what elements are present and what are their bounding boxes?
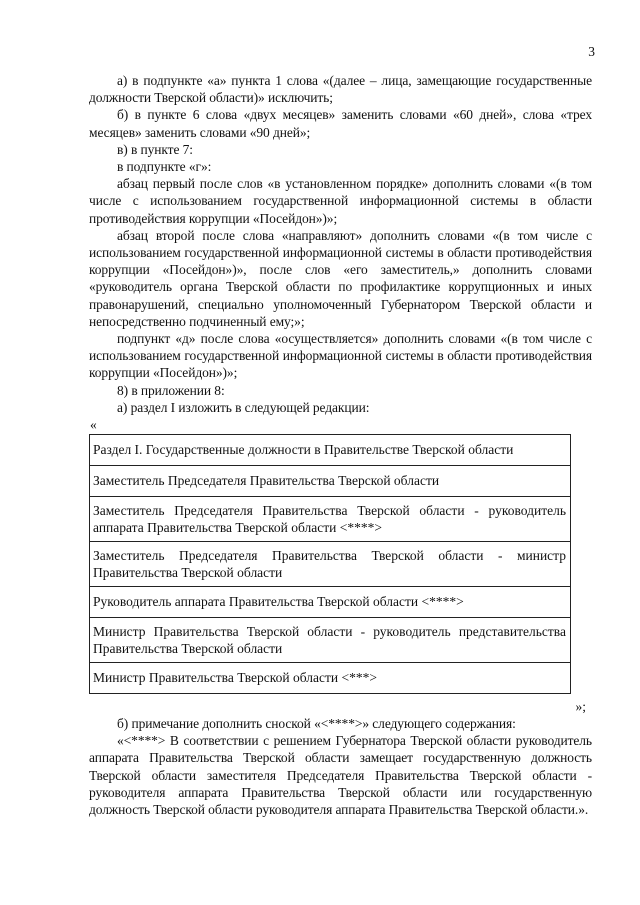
document-body: [89, 72, 592, 818]
quote-open: «: [90, 417, 97, 433]
paragraph-subpoint-d: подпункт «д» после слова «осуществляется» дополнить словами «(в том числе с использованием государственной информационной системы в области противодействия коррупции «Посейдон»)»;: [89, 331, 592, 381]
paragraph-amend-b: б) в пункте 6 слова «двух месяцев» заменить словами «60 дней», слова «трех месяцев» заменить словами «90 дней»;: [89, 107, 592, 140]
table-cell-section-heading: Раздел I. Государственные должности в Правительстве Тверской области: [90, 435, 571, 466]
table-row: [90, 663, 571, 694]
page-number: 3: [588, 44, 595, 59]
paragraph-second-indent: абзац второй после слова «направляют» дополнить словами «(в том числе с использованием государственной информационной системы в области противодействия коррупции «Посейдон»)», после слов «его заместитель,» дополнить словами «руководитель органа Тверской области по профилактике коррупционных и иных правонарушений, специально уполномоченный Губернатором Тверской области и непосредственно подчиненный ему;»;: [89, 227, 592, 329]
table-row: [90, 435, 571, 466]
table-cell: Заместитель Председателя Правительства Тверской области - министр Правительства Тверской области: [90, 542, 571, 587]
table-row: [90, 587, 571, 618]
positions-table: [89, 434, 571, 694]
paragraph-subpoint-g: в подпункте «г»:: [117, 159, 212, 175]
paragraph-appendix-8: 8) в приложении 8:: [117, 382, 225, 398]
paragraph-amend-a: а) в подпункте «а» пункта 1 слова «(далее – лица, замещающие государственные должности Тверской области)» исключить;: [89, 73, 592, 106]
table-cell: Заместитель Председателя Правительства Тверской области: [90, 466, 571, 497]
table-row: [90, 466, 571, 497]
table-cell: Руководитель аппарата Правительства Тверской области <****>: [90, 587, 571, 618]
table-cell: Заместитель Председателя Правительства Тверской области - руководитель аппарата Правительства Тверской области <****>: [90, 497, 571, 542]
table-cell: Министр Правительства Тверской области <***>: [90, 663, 571, 694]
paragraph-section-1-wording: а) раздел I изложить в следующей редакции:: [117, 399, 370, 415]
table-row: [90, 618, 571, 663]
table-row: [90, 497, 571, 542]
paragraph-note-footnote: б) примечание дополнить сноской «<****>» следующего содержания:: [117, 716, 516, 732]
quote-close: »;: [575, 699, 586, 715]
paragraph-footnote-text: «<****> В соответствии с решением Губернатора Тверской области руководитель аппарата Правительства Тверской области замещает государственную должность Тверской области заместителя Председателя Правительства Тверской области - руководителя аппарата Правительства Тверской области или государственную должность Тверской области руководителя аппарата Правительства Тверской области.».: [89, 733, 592, 818]
paragraph-first-indent: абзац первый после слов «в установленном порядке» дополнить словами «(в том числе с использованием государственной информационной системы в области противодействия коррупции «Посейдон»)»;: [89, 176, 592, 226]
table-row: [90, 542, 571, 587]
table-cell: Министр Правительства Тверской области - руководитель представительства Правительства Тверской области: [90, 618, 571, 663]
paragraph-point-7: в) в пункте 7:: [117, 141, 193, 157]
